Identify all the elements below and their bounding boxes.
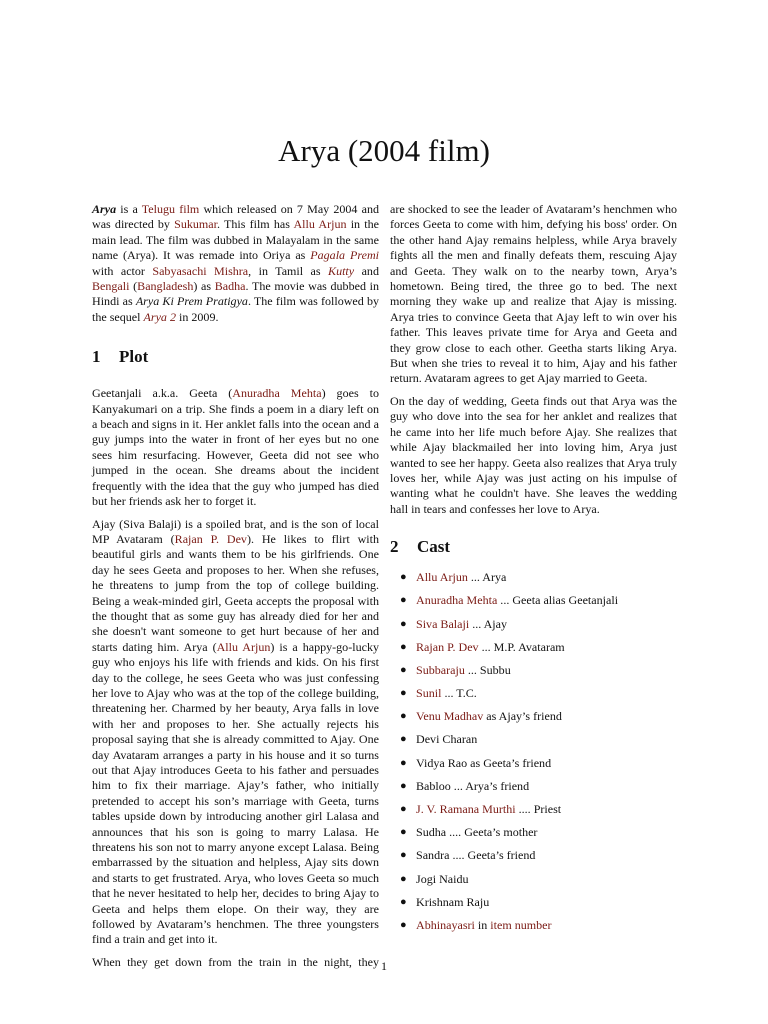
- wiki-link[interactable]: item number: [490, 917, 552, 932]
- cast-heading: [390, 537, 677, 557]
- page-title: Arya (2004 film): [278, 132, 490, 168]
- bullet-icon: ●: [400, 663, 407, 676]
- list-item: ● Subbaraju ... Subbu: [400, 662, 511, 677]
- plot-paragraph-3-continued: are shocked to see the leader of Avataram’s henchmen who forces Geeta to come with him, defying his boss' order. On the other hand Ajay remains helpless, while Arya bravely fights all the men and finally defeats them, rescuing Ajay and Geeta. They walk on to the nearby town, Arya’s hometown. Being tired, the three go to bed. The next morning they wake up and realize that Ajay is missing. Arya tries to convince Geeta that Ajay left to win over his father. This leaves private time for Arya and Geeta and they grow close to each other. Geetha starts liking Arya. But when she tries to reveal it to him, Ajay and his father return. Avataram agrees to get Ajay married to Geeta.: [390, 202, 677, 386]
- list-item: ● Sudha .... Geeta’s mother: [400, 825, 538, 840]
- wiki-link[interactable]: Abhinayasri: [416, 917, 475, 932]
- plot-heading: [92, 347, 379, 367]
- list-item: ● Venu Madhav as Ajay’s friend: [400, 709, 562, 724]
- wiki-link[interactable]: Allu Arjun: [216, 639, 271, 654]
- list-item: ● Jogi Naidu: [400, 871, 469, 886]
- list-item: ● Abhinayasri in item number: [400, 917, 552, 932]
- wiki-link[interactable]: Allu Arjun: [293, 217, 347, 232]
- bullet-icon: ●: [400, 803, 407, 815]
- wiki-link[interactable]: Anuradha Mehta: [416, 593, 498, 608]
- list-item: ● Babloo ... Arya’s friend: [400, 778, 530, 793]
- plot-heading-label: Plot: [119, 347, 149, 367]
- bullet-icon: ●: [400, 594, 407, 607]
- list-item: ● Sunil ... T.C.: [400, 686, 477, 701]
- left-column: [92, 202, 379, 977]
- wiki-link[interactable]: Bangladesh: [137, 279, 194, 294]
- plot-paragraph-3: When they get down from the train in the night, they: [92, 954, 379, 969]
- bullet-icon: ●: [400, 849, 407, 862]
- bullet-icon: ●: [400, 640, 407, 653]
- wiki-link[interactable]: Badha: [214, 279, 246, 294]
- list-item: ● J. V. Ramana Murthi .... Priest: [400, 802, 562, 816]
- list-item: ● Anuradha Mehta ... Geeta alias Geetanjali: [400, 593, 619, 608]
- list-item: ● Allu Arjun ... Arya: [400, 570, 507, 585]
- plot-section-number: 1: [92, 347, 101, 367]
- plot-paragraph-2: Ajay (Siva Balaji) is a spoiled brat, and is the son of local MP Avataram (Rajan P. Dev). He likes to flirt with beautiful girls and wants them to be his girlfriends. One day he sees Geeta and proposes to her. When she refuses, he threatens to jump from the top of college building. Being a weak-minded girl, Geeta accepts the proposal with the thought that as some guy has already died for her and she doesn't want someone to get hurt because of her and starts dating him. Arya (Allu Arjun) is a happy-go-lucky guy who enjoys his life with friends and kids. On his first day to the college, he sees Geeta who was just confessing her love to Ajay who was at the top of the college building, threatening her. Charmed by her beauty, Arya falls in love with her and proposes to her. She actually rejects his proposal saying that she is already committed to Ajay. One day Avataram arranges a party in his house and it so turns out that Ajay introduces Geeta to his father and persuades him to fix their marriage. Ajay’s father, who initially pretended to accept his son’s marriage with Geeta, turns tables upside down by introducing another girl Lalasa and announces that his son is going to marry Lalasa. He threatens his son not to marry anyone except Lalasa. Being embarrassed by the situation and helpless, Ajay sits down and starts to get frustrated. Arya, who loves Geeta so much that he never hesitated to help her, decides to bring Ajay to Geeta and helps them elope. On their way, they are followed by Avataram’s henchmen. The three youngsters find a train and get into it.: [92, 516, 379, 947]
- bullet-icon: ●: [400, 733, 407, 746]
- bullet-icon: ●: [400, 826, 407, 839]
- bullet-icon: ●: [400, 872, 407, 885]
- wiki-link[interactable]: Venu Madhav: [416, 709, 484, 724]
- wiki-link[interactable]: Arya 2: [143, 309, 176, 324]
- page-number: 1: [381, 959, 387, 973]
- wiki-link[interactable]: Rajan P. Dev: [174, 531, 247, 546]
- bullet-icon: ●: [400, 617, 407, 630]
- wiki-link[interactable]: Rajan P. Dev: [416, 639, 479, 654]
- plot-paragraph-4: On the day of wedding, Geeta finds out that Arya was the guy who dove into the sea for her anklet and realizes that he came into her life much before Ajay. She realizes that while Ajay blackmailed her into loving him, Arya just wanted to see her happy. Geeta also realizes that Arya truly loves her, while Ajay was just acting on his impulse of wanting what he couldn't have. She leaves the wedding hall in tears and confesses her love to Arya.: [390, 393, 677, 516]
- list-item: ● Sandra .... Geeta’s friend: [400, 848, 536, 863]
- bullet-icon: ●: [400, 710, 407, 723]
- list-item: ● Krishnam Raju: [400, 894, 490, 909]
- bullet-icon: ●: [400, 895, 407, 908]
- bullet-icon: ●: [400, 687, 407, 700]
- bullet-icon: ●: [400, 756, 407, 769]
- italic-text: Arya Ki Prem Pratigya: [135, 294, 248, 309]
- wiki-link[interactable]: Pagala Premi: [310, 248, 379, 263]
- cast-heading-label: Cast: [417, 537, 451, 557]
- wiki-link[interactable]: Sunil: [416, 686, 442, 701]
- wiki-link[interactable]: Allu Arjun: [416, 570, 468, 585]
- wiki-link[interactable]: Siva Balaji: [416, 616, 470, 631]
- list-item: ● Vidya Rao as Geeta’s friend: [400, 755, 552, 770]
- wiki-link[interactable]: Bengali: [92, 279, 130, 294]
- list-item: ● Siva Balaji ... Ajay: [400, 616, 508, 631]
- wiki-link[interactable]: Sukumar: [174, 217, 217, 232]
- wiki-link[interactable]: Sabyasachi Mishra: [152, 263, 249, 278]
- wiki-link[interactable]: Subbaraju: [416, 662, 465, 677]
- right-column: [390, 202, 677, 941]
- article-subject: Arya: [92, 202, 117, 216]
- list-item: ● Devi Charan: [400, 732, 478, 747]
- wiki-link[interactable]: Anuradha Mehta: [232, 386, 322, 401]
- list-item: ● Rajan P. Dev ... M.P. Avataram: [400, 639, 565, 654]
- wiki-link[interactable]: J. V. Ramana Murthi: [416, 802, 516, 816]
- wiki-link[interactable]: Kutty: [328, 263, 355, 278]
- intro-paragraph: Arya is a Telugu film which released on 7 May 2004 and was directed by Sukumar. This film has Allu Arjun in the main lead. The film was dubbed in Malayalam in the same name (Arya). It was remade into Oriya as Pagala Premi with actor Sabyasachi Mishra, in Tamil as Kutty and Bengali (Bangladesh) as Badha. The movie was dubbed in Hindi as Arya Ki Prem Pratigya. The film was followed by the sequel Arya 2 in 2009.: [92, 202, 380, 324]
- cast-list: [390, 570, 677, 941]
- bullet-icon: ●: [400, 918, 407, 931]
- cast-section-number: 2: [390, 537, 399, 557]
- wiki-link[interactable]: Telugu film: [141, 202, 200, 216]
- bullet-icon: ●: [400, 779, 407, 792]
- plot-paragraph-1: Geetanjali a.k.a. Geeta (Anuradha Mehta) goes to Kanyakumari on a trip. She finds a poem in a diary left on a beach and signs in it. Her anklet falls into the ocean and a guy jumps into the water in front of her eyes but no one sees him resurfacing. However, Geeta did not see who jumped in the ocean. She dreams about the incident frequently with the idea that the guy who jumped has died but her friends ask her to forget it.: [92, 386, 379, 509]
- bullet-icon: ●: [400, 571, 407, 584]
